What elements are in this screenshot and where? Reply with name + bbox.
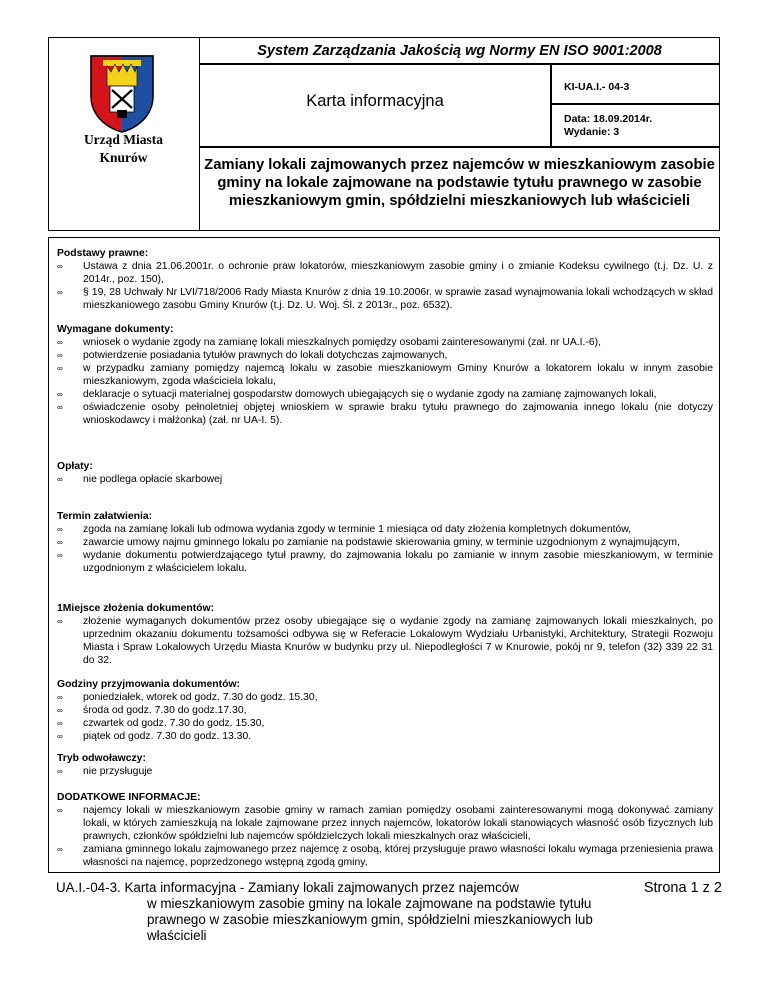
section-heading: Godziny przyjmowania dokumentów: [57, 679, 241, 690]
bullet-icon: ∞ [57, 732, 63, 741]
city-coat-of-arms [77, 46, 167, 136]
list-item: ∞ oświadczenie osoby pełnoletniej objętej wnioskiem w sprawie braku tytułu prawnego do zajmowania innego lokalu (nie dotyczy wnioskodawcy i małżonka) (zał. nr UA-I. 5). [57, 402, 713, 426]
doc-date: Data: 18.09.2014r. [564, 113, 653, 125]
bullet-icon: ∞ [57, 351, 63, 360]
list-item: ∞ nie przysługuje [57, 766, 153, 777]
bullet-icon: ∞ [57, 806, 63, 815]
doc-code: KI-UA.I.- 04-3 [551, 64, 720, 104]
list-item: ∞ nie podlega opłacie skarbowej [57, 474, 223, 485]
doc-date-cell [551, 104, 720, 147]
bullet-icon: ∞ [57, 551, 63, 560]
bullet-icon: ∞ [57, 617, 63, 626]
list-item: ∞ zamiana gminnego lokalu zajmowanego przez najemcę z osobą, której przysługuje prawo własności lokalu wymaga przeniesienia prawa własności na najemcę, poprzedzonego wstępną zgodą gminy, [57, 844, 713, 868]
list-item: ∞ zawarcie umowy najmu gminnego lokalu po zamianie na podstawie skierowania gminy, w terminie uzgodnionym z wynajmującym, [57, 537, 680, 548]
system-title: System Zarządzania Jakością wg Normy EN ISO 9001:2008 [199, 37, 720, 64]
office-name: Urząd Miasta Knurów [83, 132, 164, 165]
page-number: Strona 1 z 2 [643, 880, 722, 896]
list-item: ∞ czwartek od godz. 7.30 do godz. 15.30, [57, 718, 265, 729]
bullet-icon: ∞ [57, 706, 63, 715]
section-appeal [57, 752, 713, 778]
section-heading: Tryb odwoławczy: [57, 753, 146, 764]
list-item: ∞ deklaracje o sytuacji materialnej gospodarstw domowych ubiegających się o wydanie zgody na zamianę zajmowanych lokali, [57, 389, 657, 400]
section-place [57, 602, 713, 667]
section-heading: DODATKOWE INFORMACJE: [57, 792, 201, 803]
doc-subject: Zamiany lokali zajmowanych przez najemców w mieszkaniowym zasobie gminy na lokale zajmowane na podstawie tytułu prawnego w zasobie mieszkaniowym gmin, spółdzielni mieszkaniowych lub właścicieli [199, 147, 720, 231]
list-item: ∞ zgoda na zamianę lokali lub odmowa wydania zgody w terminie 1 miesiąca od daty złożenia kompletnych dokumentów, [57, 524, 632, 535]
bullet-icon: ∞ [57, 364, 63, 373]
list-item: ∞ § 19, 28 Uchwały Nr LVI/718/2006 Rady Miasta Knurów z dnia 19.10.2006r. w sprawie zasad wynajmowania lokali wchodzących w skład mieszkaniowego zasobu Gminy Knurów (t.j. Dz. U. Woj. Śl. z 2013r., poz. 6532). [57, 287, 713, 311]
bullet-icon: ∞ [57, 338, 63, 347]
section-heading: Wymagane dokumenty: [57, 324, 174, 335]
section-heading: 1Miejsce złożenia dokumentów: [57, 603, 215, 614]
bullet-icon: ∞ [57, 845, 63, 854]
bullet-icon: ∞ [57, 390, 63, 399]
section-hours [57, 678, 713, 743]
section-heading: Termin załatwienia: [57, 511, 153, 522]
bullet-icon: ∞ [57, 403, 63, 412]
list-item: ∞ Ustawa z dnia 21.06.2001r. o ochronie praw lokatorów, mieszkaniowym zasobie gminy i o zmianie Kodeksu cywilnego (t.j. Dz. U. z 2014r., poz. 150), [57, 261, 713, 285]
bullet-icon: ∞ [57, 475, 63, 484]
bullet-icon: ∞ [57, 288, 63, 297]
section-fees [57, 460, 713, 486]
bullet-icon: ∞ [57, 719, 63, 728]
doc-edition: Wydanie: 3 [564, 126, 620, 138]
list-item: ∞ piątek od godz. 7.30 do godz. 13.30. [57, 731, 252, 742]
list-item: ∞ wydanie dokumentu potwierdzającego tytuł prawny, do zajmowania lokalu po zamianie w innym zasobie mieszkaniowym, w terminie uzgodnionym z właścicielem lokalu. [57, 550, 713, 574]
bullet-icon: ∞ [57, 767, 63, 776]
bullet-icon: ∞ [57, 693, 63, 702]
section-legal [57, 247, 713, 312]
list-item: ∞ środa od godz. 7.30 do godz.17.30, [57, 705, 247, 716]
section-documents [57, 323, 713, 427]
bullet-icon: ∞ [57, 525, 63, 534]
footer-doc-title: UA.I.-04-3. Karta informacyjna - Zamiany lokali zajmowanych przez najemców w mieszkaniowym zasobie gminy na lokale zajmowane na podstawie tytułu prawnego w zasobie mieszkaniowym gmin, spółdzielni mieszkaniowych lub właścicieli [56, 880, 593, 943]
list-item: ∞ wniosek o wydanie zgody na zamianę lokali mieszkalnych pomiędzy osobami zainteresowanymi (zał. nr UA.I.-6), [57, 337, 602, 348]
section-deadline [57, 510, 713, 575]
section-heading: Opłaty: [57, 461, 93, 472]
section-extra [57, 791, 713, 869]
bullet-icon: ∞ [57, 538, 63, 547]
list-item: ∞ poniedziałek, wtorek od godz. 7.30 do godz. 15.30, [57, 692, 318, 703]
list-item: ∞ w przypadku zamiany pomiędzy najemcą lokalu w zasobie mieszkaniowym Gminy Knurów a lokatorem lokalu w innym zasobie mieszkaniowym, zgoda właściciela lokalu, [57, 363, 713, 387]
list-item: ∞ najemcy lokali w mieszkaniowym zasobie gminy w ramach zamian pomiędzy osobami zainteresowanymi mogą dokonywać zamiany lokali, w których zamieszkują na lokale zajmowane przez innych najemców, lokatorów lokali stanowiących własność osób fizycznych lub prawnych, członków spółdzielni lub najemców spółdzielczych lokali mieszkalnych oraz właścicieli, [57, 805, 713, 842]
list-item: ∞ złożenie wymaganych dokumentów przez osoby ubiegające się o wydanie zgody na zamianę zajmowanych lokali mieszkalnych, po uprzednim okazaniu dokumentu tożsamości odbywa się w Referacie Lokalowym Wydziału Urbanistyki, Architektury, Strategii Rozwoju Miasta i Spraw Lokalowych Urzędu Miasta Knurów w budynku przy ul. Niepodległości 7 w Knurowie, pokój nr 9, telefon (32) 339 22 31 do 32. [57, 616, 713, 666]
doc-type: Karta informacyjna [306, 92, 444, 110]
list-item: ∞ potwierdzenie posiadania tytułów prawnych do lokali dotychczas zajmowanych, [57, 350, 448, 361]
bullet-icon: ∞ [57, 262, 63, 271]
section-heading: Podstawy prawne: [57, 248, 149, 259]
